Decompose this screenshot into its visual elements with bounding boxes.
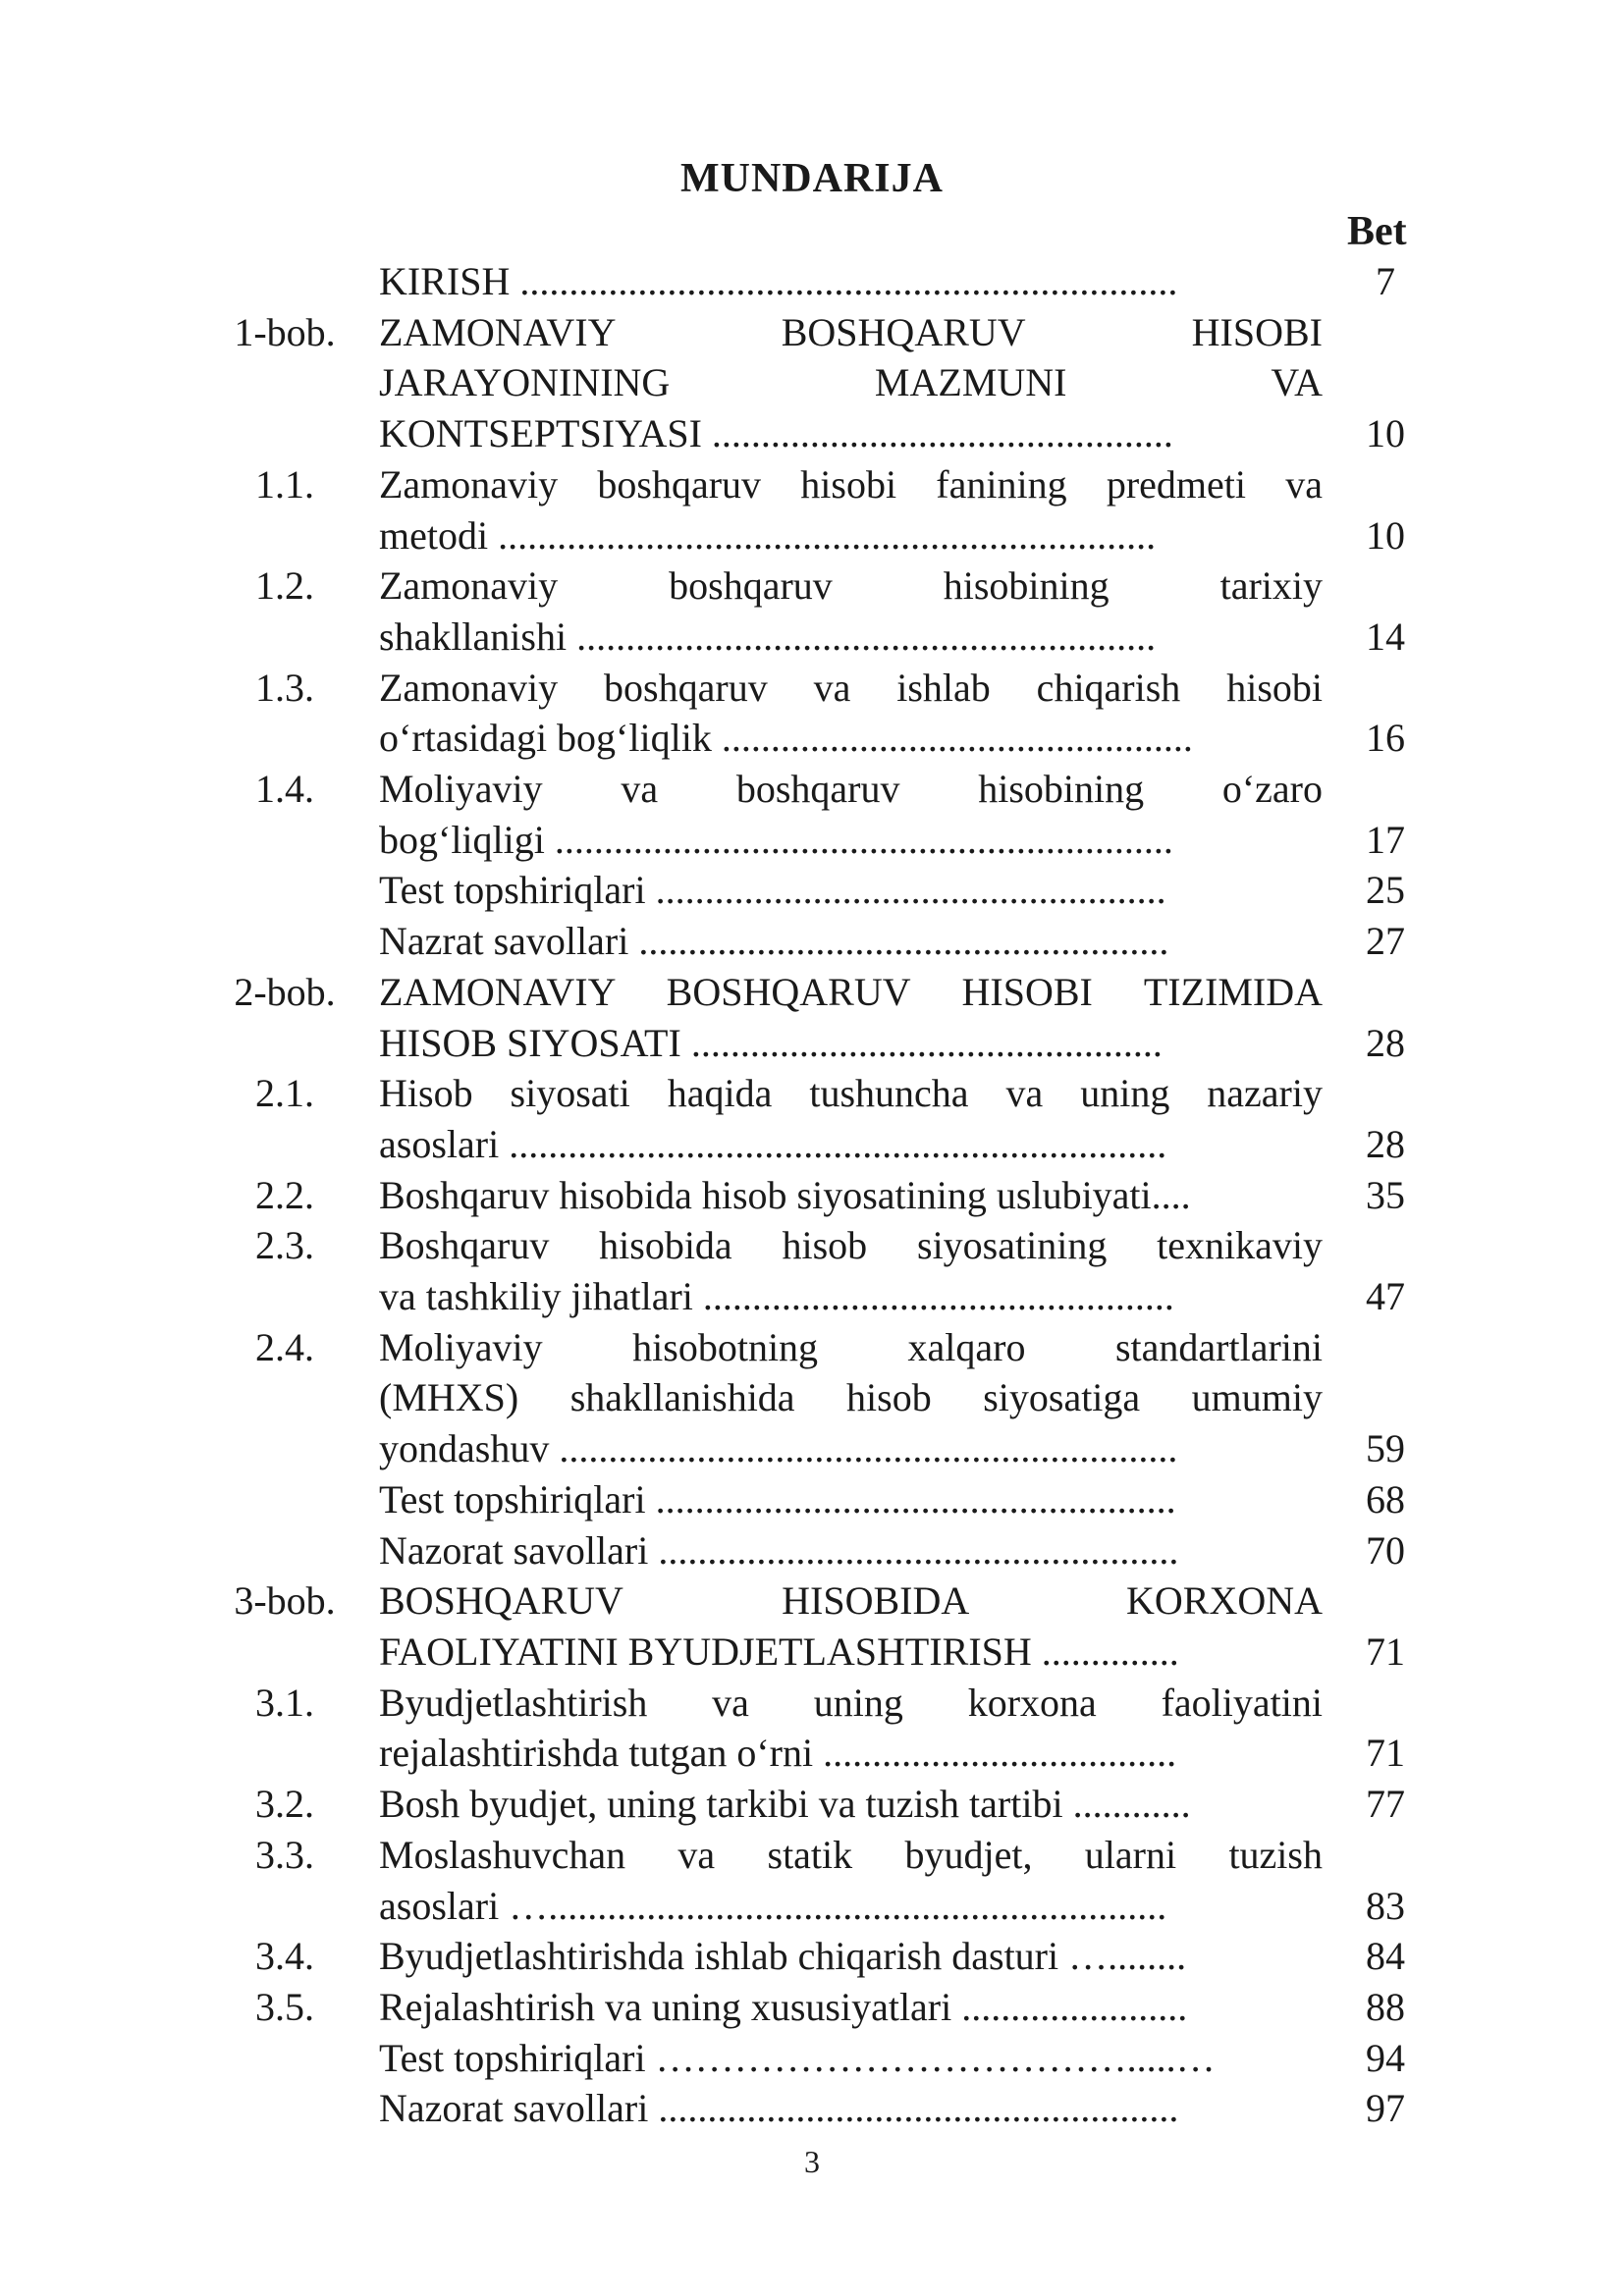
- toc-entry[interactable]: [0, 764, 1624, 865]
- toc-entry-text: va tashkiliy jihatlari ................................................: [379, 1274, 1174, 1319]
- toc-entry[interactable]: [0, 256, 1624, 307]
- table-of-contents: [0, 256, 1624, 2134]
- toc-entry-page: 59: [1366, 1426, 1405, 1471]
- toc-entry-number: 1.3.: [255, 665, 314, 710]
- toc-entry[interactable]: [0, 865, 1624, 916]
- toc-entry-text: yondashuv ...............................................................: [379, 1426, 1178, 1471]
- toc-entry[interactable]: [0, 663, 1624, 764]
- toc-entry-number: 1-bob.: [234, 309, 336, 354]
- toc-entry-text: Moliyaviy va boshqaruv hisobining o‘zaro: [379, 767, 1323, 812]
- toc-entry-page: 28: [1366, 1020, 1405, 1065]
- toc-entry-page: 77: [1366, 1782, 1405, 1827]
- toc-entry-text: Moliyaviy hisobotning xalqaro standartlarini: [379, 1324, 1323, 1369]
- toc-entry-page: 70: [1366, 1527, 1405, 1573]
- toc-entry-text: Boshqaruv hisobida hisob siyosatining texnikaviy: [379, 1223, 1323, 1268]
- toc-entry-number: 2.3.: [255, 1223, 314, 1268]
- toc-entry-text: Zamonaviy boshqaruv va ishlab chiqarish hisobi: [379, 665, 1323, 710]
- toc-entry[interactable]: [0, 1322, 1624, 1474]
- toc-entry-text: rejalashtirishda tutgan o‘rni ....................................: [379, 1731, 1177, 1776]
- toc-entry[interactable]: [0, 1575, 1624, 1677]
- toc-entry-text: bog‘liqligi ...............................................................: [379, 817, 1173, 862]
- toc-entry[interactable]: [0, 967, 1624, 1068]
- toc-entry-page: 35: [1366, 1172, 1405, 1217]
- toc-entry-text: o‘rtasidagi bog‘liqlik ................................................: [379, 716, 1193, 761]
- toc-entry[interactable]: [0, 1068, 1624, 1169]
- toc-entry-text: Moslashuvchan va statik byudjet, ularni tuzish: [379, 1832, 1323, 1877]
- toc-entry-number: 3.4.: [255, 1934, 314, 1979]
- toc-entry-text: Nazorat savollari .....................................................: [379, 2086, 1179, 2131]
- toc-entry[interactable]: [0, 1830, 1624, 1931]
- toc-entry-text: Test topshiriqlari .....................................................: [379, 1476, 1176, 1522]
- toc-entry-number: 1.2.: [255, 563, 314, 609]
- toc-entry-text: KIRISH ...................................................................: [379, 259, 1178, 303]
- toc-entry-text: Nazrat savollari ......................................................: [379, 919, 1169, 964]
- toc-entry-page: 17: [1366, 817, 1405, 862]
- toc-entry[interactable]: [0, 1474, 1624, 1525]
- toc-entry-text: JARAYONINING MAZMUNI VA: [379, 360, 1323, 405]
- toc-entry-text: Rejalashtirish va uning xususiyatlari .......................: [379, 1984, 1188, 2029]
- toc-entry[interactable]: [0, 2033, 1624, 2084]
- footer-page-number: 3: [804, 2144, 820, 2179]
- toc-entry-page: 25: [1366, 868, 1405, 913]
- toc-entry-text: asoslari …...............................................................: [379, 1883, 1167, 1928]
- toc-entry-text: Nazorat savollari .....................................................: [379, 1527, 1179, 1573]
- toc-entry-text: (MHXS) shakllanishida hisob siyosatiga umumiy: [379, 1375, 1323, 1420]
- page-column-label: Bet: [1347, 209, 1407, 254]
- toc-title: MUNDARIJA: [680, 156, 944, 201]
- toc-entry[interactable]: [0, 1931, 1624, 1982]
- toc-entry[interactable]: [0, 459, 1624, 561]
- toc-entry-page: 10: [1366, 512, 1405, 558]
- toc-entry-number: 3.5.: [255, 1984, 314, 2029]
- toc-entry[interactable]: [0, 916, 1624, 967]
- toc-entry-text: Byudjetlashtirish va uning korxona faoliyatini: [379, 1680, 1323, 1725]
- toc-entry-page: 47: [1366, 1274, 1405, 1319]
- toc-entry-page: 14: [1366, 614, 1405, 659]
- toc-entry[interactable]: [0, 1170, 1624, 1221]
- toc-entry[interactable]: [0, 1525, 1624, 1576]
- toc-entry-page: 88: [1366, 1984, 1405, 2029]
- toc-entry-number: 3.3.: [255, 1832, 314, 1877]
- toc-entry-page: 27: [1366, 919, 1405, 964]
- toc-entry-text: Bosh byudjet, uning tarkibi va tuzish tartibi ............: [379, 1782, 1191, 1827]
- toc-entry[interactable]: [0, 561, 1624, 662]
- toc-entry-text: Hisob siyosati haqida tushuncha va uning nazariy: [379, 1071, 1323, 1116]
- toc-entry-text: asoslari ...................................................................: [379, 1121, 1167, 1166]
- toc-entry-text: ZAMONAVIY BOSHQARUV HISOBI: [379, 309, 1323, 354]
- toc-entry-page: 94: [1366, 2035, 1405, 2080]
- toc-entry-text: BOSHQARUV HISOBIDA KORXONA: [379, 1578, 1323, 1624]
- toc-entry-text: ZAMONAVIY BOSHQARUV HISOBI TIZIMIDA: [379, 969, 1323, 1014]
- toc-entry-number: 3.1.: [255, 1680, 314, 1725]
- toc-entry[interactable]: [0, 307, 1624, 459]
- toc-entry-number: 1.4.: [255, 767, 314, 812]
- toc-entry-page: 71: [1366, 1731, 1405, 1776]
- toc-entry-number: 3-bob.: [234, 1578, 336, 1624]
- toc-entry-page: 7: [1376, 259, 1395, 303]
- toc-entry[interactable]: [0, 1678, 1624, 1779]
- toc-entry-page: 28: [1366, 1121, 1405, 1166]
- toc-entry-text: shakllanishi ...........................................................: [379, 614, 1157, 659]
- toc-entry-text: Zamonaviy boshqaruv hisobining tarixiy: [379, 563, 1323, 609]
- toc-entry-page: 68: [1366, 1476, 1405, 1522]
- toc-entry-text: HISOB SIYOSATI ................................................: [379, 1020, 1163, 1065]
- toc-entry-number: 2-bob.: [234, 969, 336, 1014]
- toc-entry-text: Zamonaviy boshqaruv hisobi fanining predmeti va: [379, 461, 1323, 507]
- toc-entry-text: KONTSEPTSIYASI ...............................................: [379, 411, 1173, 456]
- toc-entry-page: 83: [1366, 1883, 1405, 1928]
- toc-entry-number: 2.2.: [255, 1172, 314, 1217]
- toc-entry-text: Test topshiriqlari ....................................................: [379, 868, 1166, 913]
- toc-entry-number: 2.4.: [255, 1324, 314, 1369]
- toc-entry[interactable]: [0, 2083, 1624, 2134]
- toc-entry-text: FAOLIYATINI BYUDJETLASHTIRISH ..............: [379, 1629, 1179, 1674]
- toc-entry-page: 84: [1366, 1934, 1405, 1979]
- toc-entry-page: 71: [1366, 1629, 1405, 1674]
- toc-entry-number: 2.1.: [255, 1071, 314, 1116]
- toc-entry-text: metodi ...................................................................: [379, 512, 1157, 558]
- toc-entry-text: Boshqaruv hisobida hisob siyosatining uslubiyati....: [379, 1172, 1191, 1217]
- toc-entry-number: 3.2.: [255, 1782, 314, 1827]
- toc-entry[interactable]: [0, 1220, 1624, 1321]
- toc-entry-number: 1.1.: [255, 461, 314, 507]
- toc-entry[interactable]: [0, 1779, 1624, 1830]
- toc-entry-page: 16: [1366, 716, 1405, 761]
- toc-entry-page: 10: [1366, 411, 1405, 456]
- toc-entry[interactable]: [0, 1982, 1624, 2033]
- toc-entry-page: 97: [1366, 2086, 1405, 2131]
- toc-entry-text: Test topshiriqlari ……………………………….....…: [379, 2035, 1216, 2080]
- toc-entry-text: Byudjetlashtirishda ishlab chiqarish dasturi …........: [379, 1934, 1187, 1979]
